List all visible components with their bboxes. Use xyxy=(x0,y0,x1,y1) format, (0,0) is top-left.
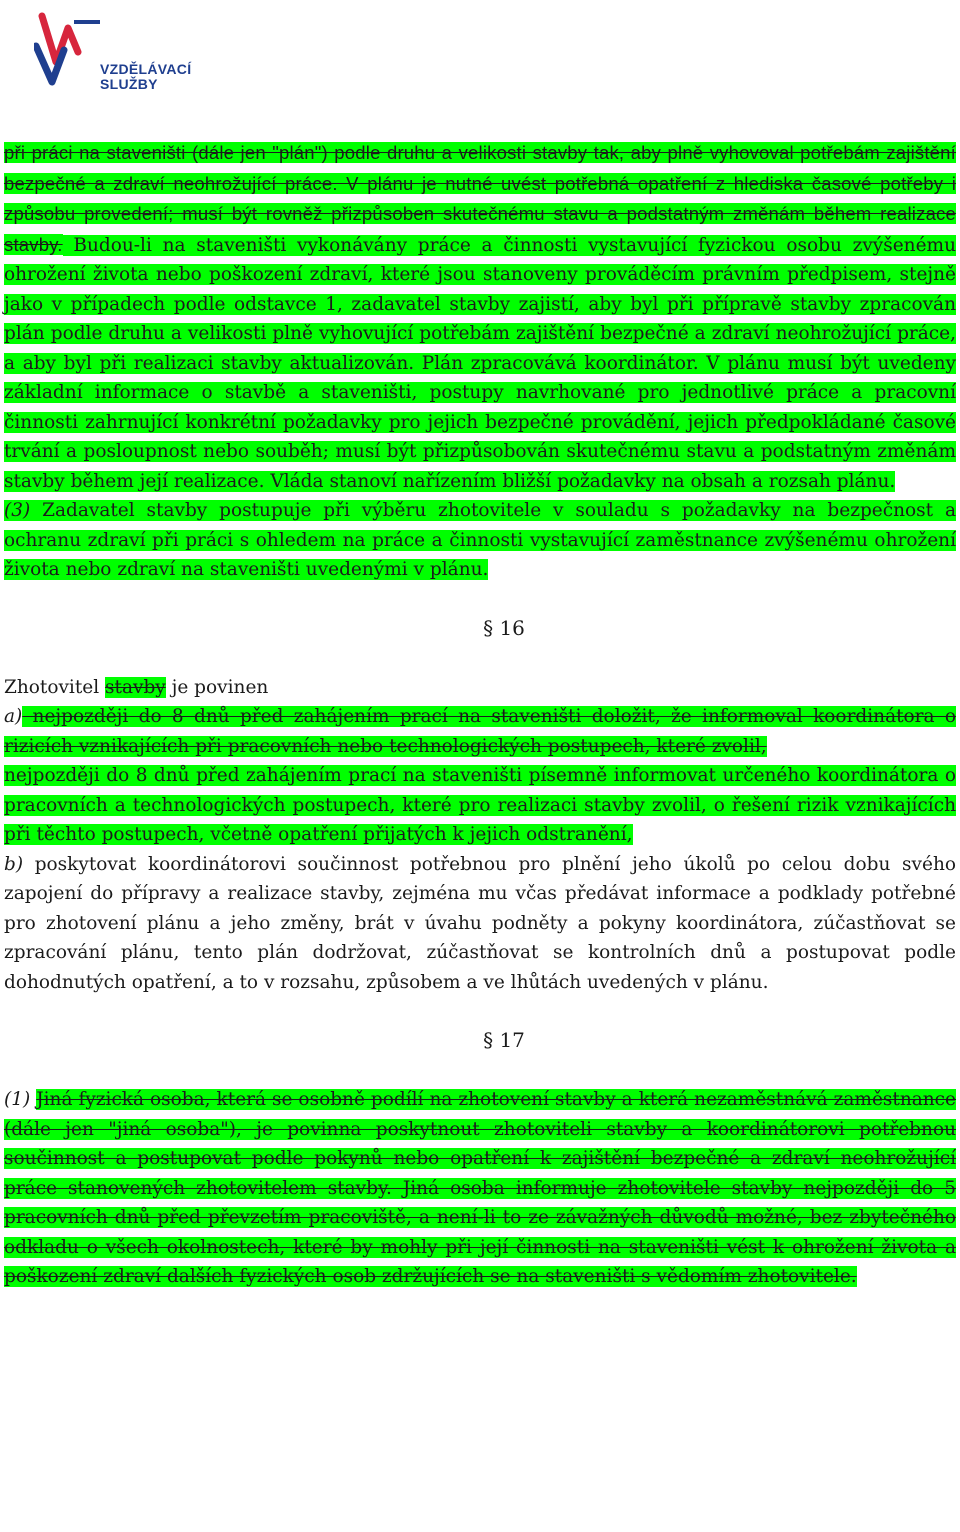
spacer xyxy=(4,1055,956,1085)
item-label: b) xyxy=(4,853,24,875)
spacer xyxy=(4,585,956,613)
deleted-text: nejpozději do 8 dnů před zahájením prací na staveništi doložit, že informoval koordinátora o rizicích vznikajících při pracovních nebo technologických postupech, které zvolil, xyxy=(4,706,956,757)
section-heading-17: § 17 xyxy=(483,1028,525,1052)
section-16-intro: Zhotovitel stavby je povinen xyxy=(4,676,269,698)
item-label: a) xyxy=(4,706,23,727)
deleted-text: při práci na staveništi (dále jen "plán") podle druhu a velikosti stavby tak, aby plně vyhovoval potřebám zajištění bezpečné a zdraví neohrožující práce. V plánu je nutné uvést potřebná opatření z hlediska časové potřeby i způsobu provedení; musí být rovněž přizpůsoben skutečnému stavu a podstatným změnám během realizace stavby. xyxy=(4,142,956,255)
logo-line-1: VZDĚLÁVACÍ xyxy=(100,61,192,77)
logo-text xyxy=(100,62,191,92)
document-body xyxy=(4,138,956,1292)
paragraph-17-1 xyxy=(4,1085,956,1292)
item-a xyxy=(4,702,956,761)
inserted-text: Budou-li na staveništi vykonávány práce a činnosti vystavující fyzickou osobu zvýšenému ohrožení života nebo poškození zdraví, které jsou stanoveny prováděcím právním předpisem, stejně jako v případech podle odstavce 1, zadavatel stavby zajistí, aby byl při přípravě stavby zpracován plán podle druhu a velikosti plně vyhovující potřebám zajištění bezpečné a zdraví neohrožující práce, a aby byl při realizaci stavby aktualizován. Plán zpracovává koordinátor. V plánu musí být uvedeny základní informace o stavbě a staveništi, postupy navrhované pro jednotlivé práce a pracovní činnosti zahrnující konkrétní požadavky pro jejich bezpečné provádění, jejich předpokládané časové trvání a posloupnost nebo souběh; musí být přizpůsobován skutečnému stavu a podstatným změnám stavby během její realizace. Vláda stanoví nařízením bližší požadavky na obsah a rozsah plánu. xyxy=(4,234,956,492)
paragraph-plan xyxy=(4,138,956,496)
paragraph-text: Zadavatel stavby postupuje při výběru zhotovitele v souladu s požadavky na bezpečnost a ochranu zdraví při práci s ohledem na práce a činnosti vystavující zaměstnance zvýšenému ohrožení života nebo zdraví na staveništi uvedenými v plánu. xyxy=(4,500,956,580)
deleted-word: stavby xyxy=(105,676,166,698)
item-b xyxy=(4,850,956,998)
paragraph-number: (3) xyxy=(4,500,31,521)
item-text: poskytovat koordinátorovi součinnost potřebnou pro plnění jeho úkolů po celou dobu svého zapojení do přípravy a realizace stavby, zejména mu včas předávat informace a podklady potřebné pro zhotovení plánu a jeho změny, brát v úvahu podněty a pokyny koordinátora, zúčastňovat se zpracování plánu, tento plán dodržovat, zúčastňovat se kontrolních dnů a postupovat podle dohodnutých opatření, a to v rozsahu, způsobem a ve lhůtách uvedených v plánu. xyxy=(4,853,956,993)
paragraph-3 xyxy=(4,496,956,585)
item-a-replacement xyxy=(4,761,956,850)
logo-line-2: SLUŽBY xyxy=(100,76,158,92)
vzdelavaci-sluzby-logo xyxy=(34,12,192,92)
deleted-text: Jiná fyzická osoba, která se osobně podílí na zhotovení stavby a která nezaměstnává zaměstnance (dále jen "jiná osoba"), je povinna poskytnout zhotoviteli stavby a koordinátorovi potřebnou součinnost a postupovat podle pokynů nebo opatření k zajištění bezpečné a zdraví neohrožující práce stanovených zhotovitelem stavby. Jiná osoba informuje zhotovitele stavby nejpozději do 5 pracovních dnů před převzetím pracoviště, a není-li to ze závažných důvodů možné, bez zbytečného odkladu o všech okolnostech, které by mohly při její činnosti na staveništi vést k ohrožení života a poškození zdraví dalších fyzických osob zdržujících se na staveništi s vědomím zhotovitele. xyxy=(4,1089,956,1287)
section-heading-16: § 16 xyxy=(483,615,525,640)
spacer xyxy=(4,997,956,1025)
spacer xyxy=(4,643,956,673)
inserted-text: nejpozději do 8 dnů před zahájením prací na staveništi písemně informovat určeného koordinátora o pracovních a technologických postupech, které pro realizaci stavby zvolil, o řešení rizik vznikajících při těchto postupech, včetně opatření přijatých k jejich odstranění, xyxy=(4,765,956,845)
paragraph-number: (1) xyxy=(4,1089,31,1110)
